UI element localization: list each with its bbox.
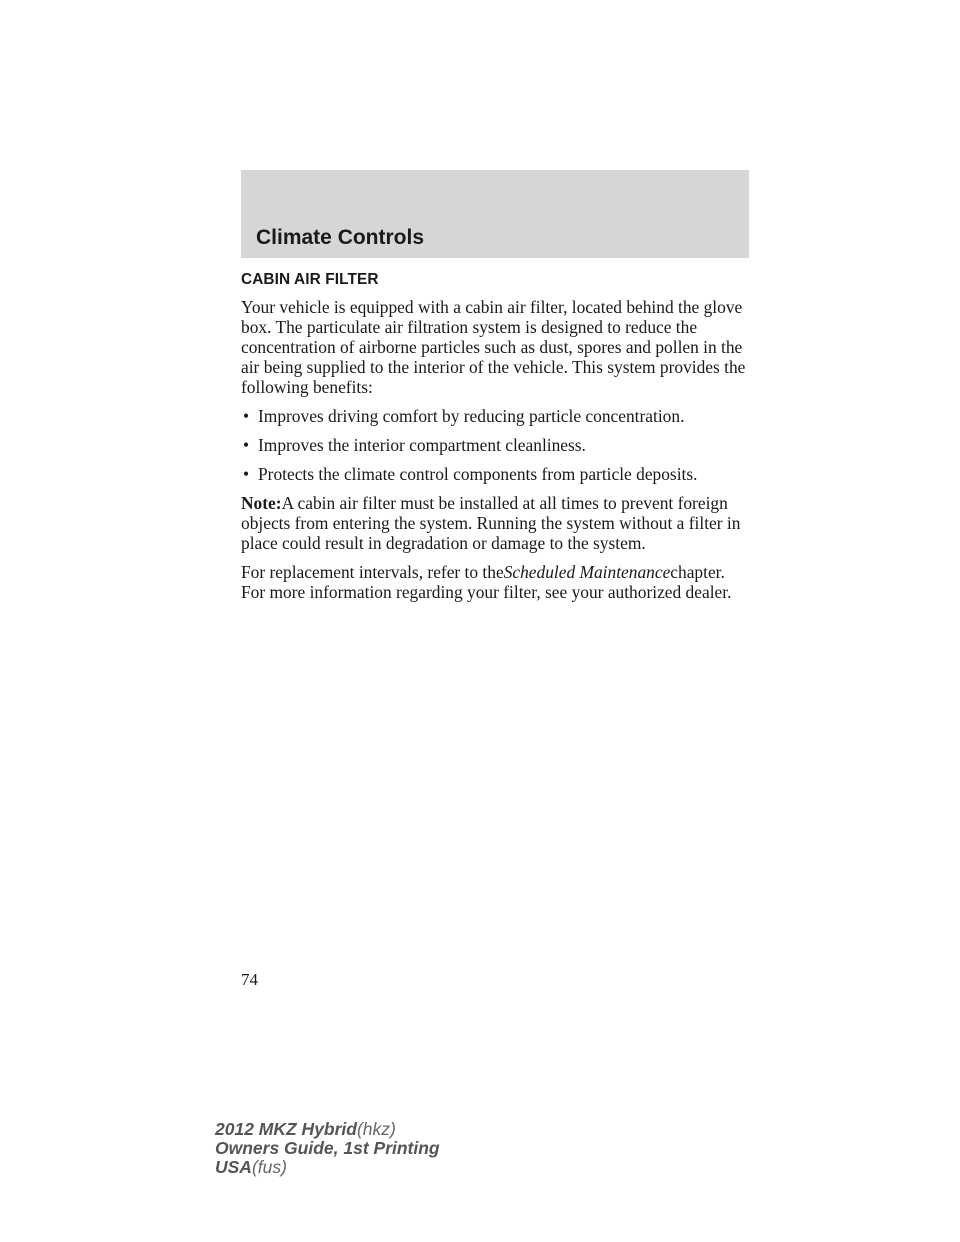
benefit-text: Improves the interior compartment cleanliness. bbox=[258, 435, 586, 455]
footer-line bbox=[215, 1120, 440, 1139]
note-line: place could result in degradation or damage to the system. bbox=[241, 533, 646, 553]
intro-paragraph bbox=[241, 297, 751, 397]
section-title: Climate Controls bbox=[256, 226, 425, 249]
intro-line: concentration of airborne particles such as dust, spores and pollen in the bbox=[241, 337, 743, 357]
note-text: A cabin air filter must be installed at all times to prevent foreign bbox=[281, 493, 728, 513]
footer-model: 2012 MKZ Hybrid bbox=[215, 1119, 357, 1139]
replacement-prefix: For replacement intervals, refer to the bbox=[241, 562, 504, 582]
intro-line: following benefits: bbox=[241, 377, 373, 397]
replacement-line: For more information regarding your filter, see your authorized dealer. bbox=[241, 582, 732, 602]
bullet-icon: • bbox=[243, 464, 250, 484]
benefit-item bbox=[241, 435, 751, 455]
footer-market: USA bbox=[215, 1157, 252, 1177]
footer-line bbox=[215, 1139, 440, 1158]
intro-line: Your vehicle is equipped with a cabin air filter, located behind the glove bbox=[241, 297, 743, 317]
footer-market-code: (fus) bbox=[251, 1157, 287, 1177]
replacement-line bbox=[241, 562, 751, 582]
benefit-item bbox=[241, 406, 751, 426]
footer-model-code: (hkz) bbox=[356, 1119, 396, 1139]
benefit-text: Improves driving comfort by reducing particle concentration. bbox=[258, 406, 685, 426]
note-line: objects from entering the system. Running the system without a filter in bbox=[241, 513, 741, 533]
cabin-air-filter-heading: CABIN AIR FILTER bbox=[241, 271, 379, 288]
footer-line bbox=[215, 1158, 440, 1177]
note-paragraph bbox=[241, 493, 751, 553]
replacement-paragraph bbox=[241, 562, 751, 602]
page-number: 74 bbox=[241, 970, 258, 989]
bullet-icon: • bbox=[243, 435, 250, 455]
intro-line: box. The particulate air filtration system is designed to reduce the bbox=[241, 317, 698, 337]
page-content bbox=[241, 270, 751, 611]
note-label: Note: bbox=[241, 493, 282, 513]
bullet-icon: • bbox=[243, 406, 250, 426]
print-footer bbox=[215, 1120, 440, 1177]
note-line bbox=[241, 493, 751, 513]
scheduled-maintenance-reference: Scheduled Maintenance bbox=[503, 562, 671, 582]
replacement-suffix: chapter. bbox=[670, 562, 725, 582]
benefit-item bbox=[241, 464, 751, 484]
benefit-text: Protects the climate control components from particle deposits. bbox=[258, 464, 698, 484]
intro-line: air being supplied to the interior of the vehicle. This system provides the bbox=[241, 357, 746, 377]
footer-printing: Owners Guide, 1st Printing bbox=[215, 1138, 440, 1158]
